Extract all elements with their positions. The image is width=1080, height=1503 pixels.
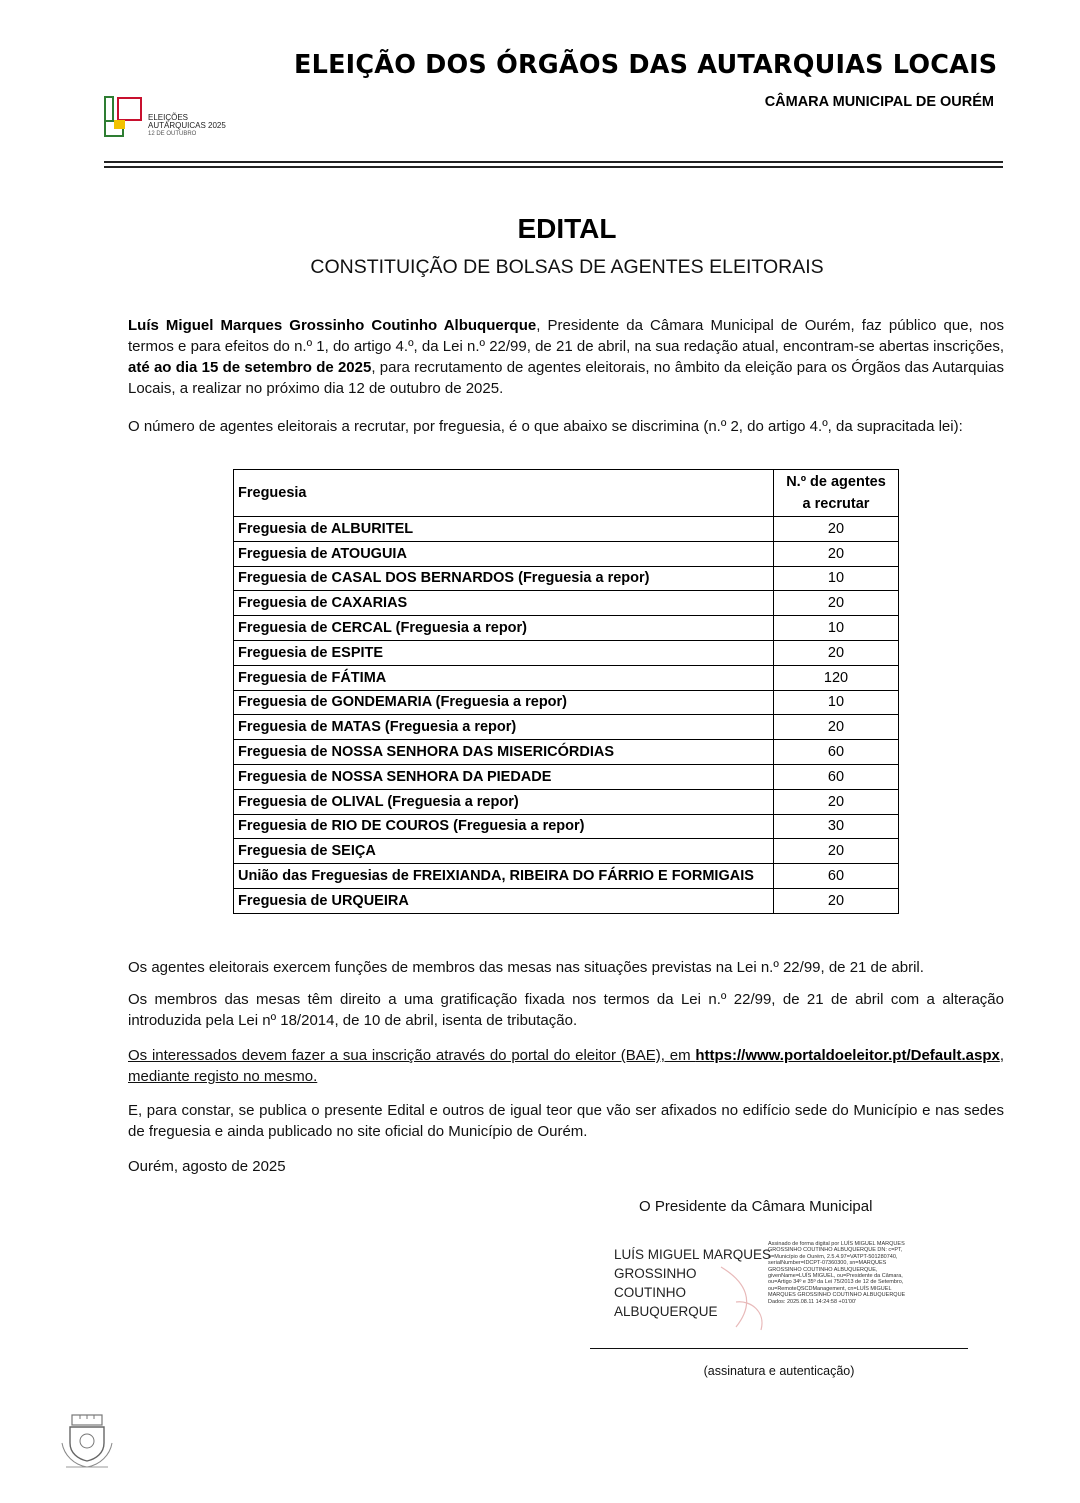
functions-paragraph: Os agentes eleitorais exercem funções de membros das mesas nas situações previstas na Lei n.º 22/99, de 21 de abril. [128, 959, 924, 976]
document-title: EDITAL [517, 213, 617, 244]
freguesia-name: Freguesia de NOSSA SENHORA DA PIEDADE [234, 764, 774, 789]
table-row [234, 814, 899, 839]
table-row [234, 764, 899, 789]
freguesia-name: Freguesia de CERCAL (Freguesia a repor) [234, 616, 774, 641]
freguesia-name: Freguesia de GONDEMARIA (Freguesia a repor) [234, 690, 774, 715]
agents-table [233, 469, 899, 914]
agents-count: 20 [774, 640, 899, 665]
freguesia-name: Freguesia de OLIVAL (Freguesia a repor) [234, 789, 774, 814]
freguesia-name: Freguesia de FÁTIMA [234, 665, 774, 690]
municipal-crest-icon [58, 1413, 116, 1473]
freguesia-name: Freguesia de NOSSA SENHORA DAS MISERICÓRDIAS [234, 740, 774, 765]
freguesia-name: União das Freguesias de FREIXIANDA, RIBEIRA DO FÁRRIO E FORMIGAIS [234, 864, 774, 889]
table-row [234, 839, 899, 864]
gratification-paragraph: Os membros das mesas têm direito a uma gratificação fixada nos termos da Lei n.º 22/99, de 21 de abril com a alteração introduzida pela Lei nº 18/2014, de 10 de abril, isenta de tributação. [128, 991, 1004, 1029]
agents-count: 20 [774, 591, 899, 616]
freguesia-name: Freguesia de MATAS (Freguesia a repor) [234, 715, 774, 740]
table-row [234, 715, 899, 740]
portal-link[interactable]: https://www.portaldoeleitor.pt/Default.aspx [695, 1047, 1000, 1064]
agents-count: 20 [774, 839, 899, 864]
intro-paragraph: Luís Miguel Marques Grossinho Coutinho Albuquerque, Presidente da Câmara Municipal de Ourém, faz público que, nos termos e para efeitos do n.º 1, do artigo 4.º, da Lei n.º 22/99, de 21 de abril, na sua redação atual, encontram-se abertas inscrições, até ao dia 15 de setembro de 2025, para recrutamento de agentes eleitorais, no âmbito da eleição para os Órgãos das Autarquias Locais, a realizar no próximo dia 12 de outubro de 2025. [128, 317, 1004, 397]
table-row [234, 740, 899, 765]
column-header-freguesia: Freguesia [234, 470, 774, 517]
president-role: O Presidente da Câmara Municipal [639, 1198, 873, 1215]
freguesia-name: Freguesia de URQUEIRA [234, 888, 774, 913]
freguesia-name: Freguesia de ATOUGUIA [234, 541, 774, 566]
agents-count: 20 [774, 888, 899, 913]
table-row [234, 517, 899, 542]
freguesia-name: Freguesia de ESPITE [234, 640, 774, 665]
signature-line [590, 1348, 968, 1349]
election-title: ELEIÇÃO DOS ÓRGÃOS DAS AUTARQUIAS LOCAIS [294, 50, 998, 80]
agents-count: 120 [774, 665, 899, 690]
table-intro-paragraph: O número de agentes eleitorais a recrutar, por freguesia, é o que abaixo se discrimina (n.º 2, do artigo 4.º, da supracitada lei): [128, 418, 963, 435]
freguesia-name: Freguesia de CASAL DOS BERNARDOS (Freguesia a repor) [234, 566, 774, 591]
header-rule [104, 161, 1003, 163]
freguesia-name: Freguesia de SEIÇA [234, 839, 774, 864]
signature-stroke-icon [716, 1262, 776, 1332]
agents-count: 20 [774, 541, 899, 566]
table-row [234, 616, 899, 641]
freguesia-name: Freguesia de ALBURITEL [234, 517, 774, 542]
table-row [234, 690, 899, 715]
table-row [234, 864, 899, 889]
freguesia-name: Freguesia de CAXARIAS [234, 591, 774, 616]
registration-paragraph: Os interessados devem fazer a sua inscrição através do portal do eleitor (BAE), em https://www.portaldoeleitor.pt/Default.aspx, mediante registo no mesmo. [128, 1047, 1004, 1085]
agents-count: 10 [774, 690, 899, 715]
freguesia-name: Freguesia de RIO DE COUROS (Freguesia a repor) [234, 814, 774, 839]
elections-logo-icon [104, 96, 146, 138]
column-header-agents: N.º de agentes a recrutar [774, 470, 899, 517]
agents-count: 10 [774, 616, 899, 641]
agents-count: 20 [774, 517, 899, 542]
institution-name: CÂMARA MUNICIPAL DE OURÉM [764, 94, 994, 110]
signature-caption: (assinatura e autenticação) [703, 1364, 855, 1378]
digital-signature-details: Assinado de forma digital por LUÍS MIGUEL MARQUES GROSSINHO COUTINHO ALBUQUERQUE DN: c=PT, o=Município de Ourém, 2.5.4.97=VATPT-501280740, serialNumber=IDCPT-07360300, sn=MARQUES GROSSINHO COUTINHO ALBUQUERQUE, givenName=LUÍS MIGUEL, ou=Presidente da Câmara, ou=Artigo 34º e 35º da Lei 75/2013 de 12 de Setembro, ou=RemoteQSCDManagement, cn=LUÍS MIGUEL MARQUES GROSSINHO COUTINHO ALBUQUERQUE Dados: 2025.08.11 14:24:58 +01'00' [768, 1241, 906, 1305]
table-row [234, 789, 899, 814]
agents-count: 10 [774, 566, 899, 591]
signer-name: LUÍS MIGUEL MARQUES GROSSINHO COUTINHO ALBUQUERQUE [614, 1247, 772, 1319]
table-row [234, 888, 899, 913]
elections-logo-text: ELEIÇÕES AUTÁRQUICAS 2025 12 DE OUTUBRO [148, 113, 226, 137]
table-row [234, 665, 899, 690]
place-date: Ourém, agosto de 2025 [128, 1158, 286, 1175]
agents-count: 30 [774, 814, 899, 839]
agents-count: 20 [774, 789, 899, 814]
agents-count: 60 [774, 764, 899, 789]
table-row [234, 591, 899, 616]
table-row [234, 640, 899, 665]
closing-paragraph: E, para constar, se publica o presente Edital e outros de igual teor que vão ser afixados no edifício sede do Município e nas sedes de freguesia e ainda publicado no site oficial do Município de Ourém. [128, 1102, 1004, 1140]
agents-count: 20 [774, 715, 899, 740]
agents-count: 60 [774, 740, 899, 765]
table-row [234, 541, 899, 566]
document-subtitle: CONSTITUIÇÃO DE BOLSAS DE AGENTES ELEITORAIS [310, 256, 824, 278]
header-rule-2 [104, 166, 1003, 168]
agents-count: 60 [774, 864, 899, 889]
table-row [234, 566, 899, 591]
